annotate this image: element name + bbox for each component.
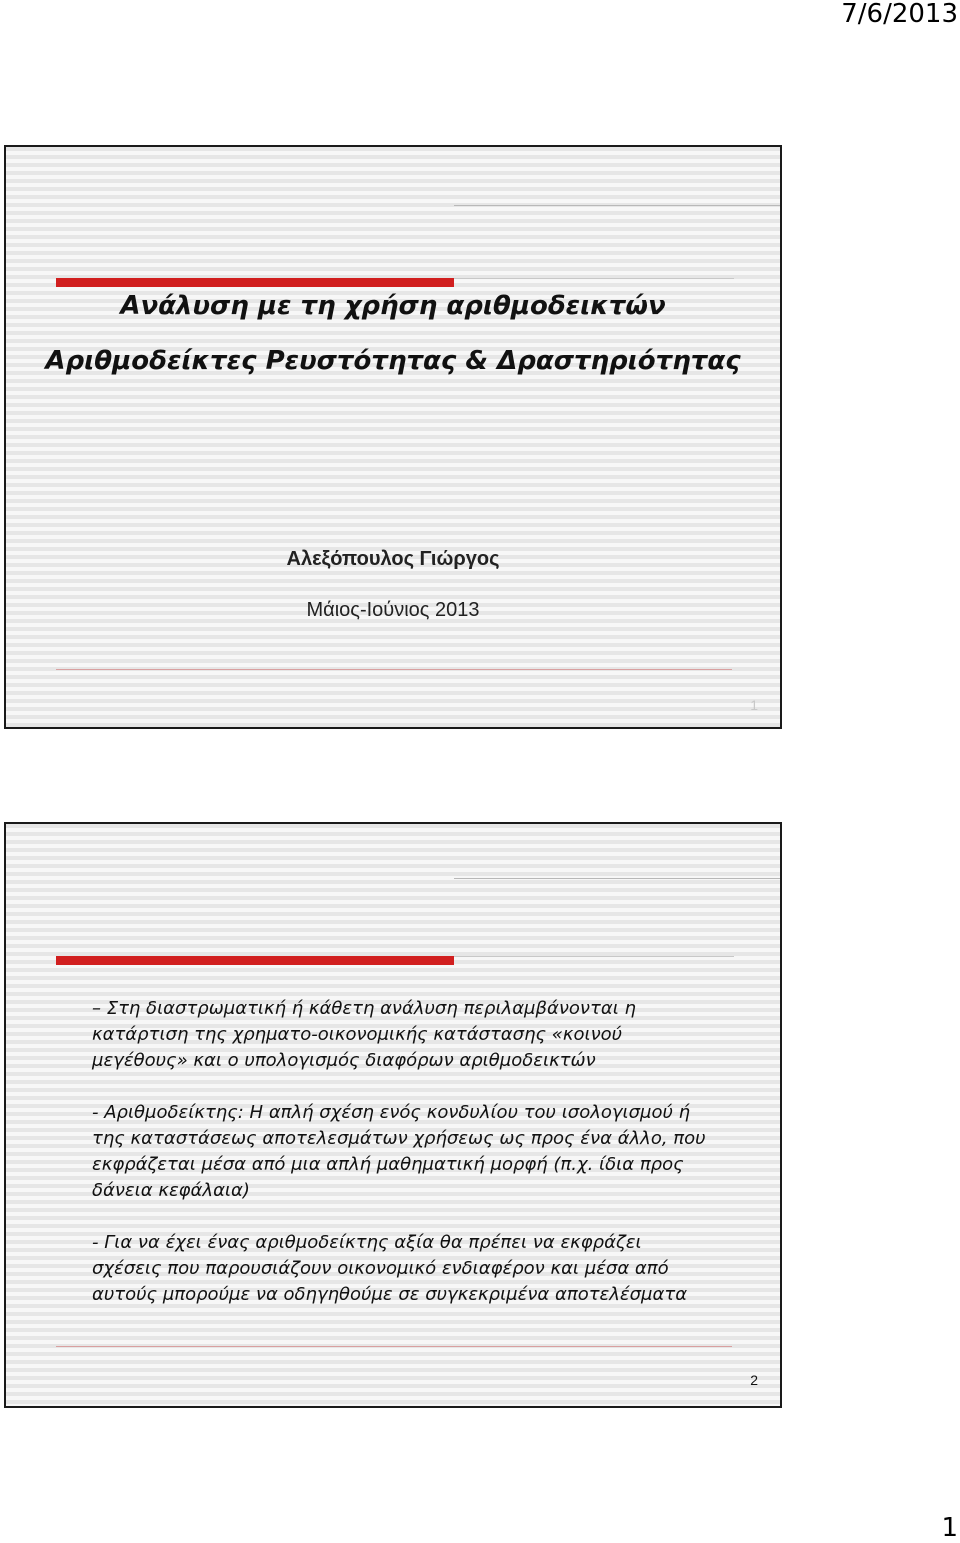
body-line: - Αριθμοδείκτης: Η απλή σχέση ενός κονδυλίου του ισολογισμού ή (92, 1102, 691, 1123)
body-line: της καταστάσεως αποτελεσμάτων χρήσεως ως προς ένα άλλο, που (92, 1128, 706, 1149)
slide-bottom-rule (56, 1346, 732, 1347)
slide-accent-bar (56, 956, 454, 965)
slide-accent-rule (454, 956, 734, 957)
page-date: 7/6/2013 (841, 0, 958, 29)
page-number: 1 (941, 1513, 958, 1543)
body-line: μεγέθους» και ο υπολογισμός διαφόρων αριθμοδεικτών (92, 1050, 596, 1071)
slide-title: Ανάλυση με τη χρήση αριθμοδεικτών (120, 291, 666, 321)
body-paragraph (92, 1100, 752, 1204)
slide-2 (4, 822, 782, 1408)
body-line: αυτούς μπορούμε να οδηγηθούμε σε συγκεκριμένα αποτελέσματα (92, 1284, 688, 1305)
slide-author: Αλεξόπουλος Γιώργος (286, 548, 500, 570)
slide-1 (4, 145, 782, 729)
body-line: δάνεια κεφάλαια) (92, 1180, 250, 1201)
body-line: σχέσεις που παρουσιάζουν οικονομικό ενδιαφέρον και μέσα από (92, 1258, 669, 1279)
body-line: εκφράζεται μέσα από μια απλή μαθηματική μορφή (π.χ. ίδια προς (92, 1154, 684, 1175)
slide-top-rule (454, 878, 780, 879)
slide-date: Μάιος-Ιούνιος 2013 (306, 599, 480, 621)
slide-subtitle: Αριθμοδείκτες Ρευστότητας & Δραστηριότητας (45, 346, 741, 376)
body-paragraph (92, 1230, 752, 1308)
slide-accent-bar (56, 278, 454, 287)
body-paragraph (92, 996, 752, 1074)
body-line: - Για να έχει ένας αριθμοδείκτης αξία θα πρέπει να εκφράζει (92, 1232, 642, 1253)
body-line: κατάρτιση της χρηματο-οικονομικής κατάστασης «κοινού (92, 1024, 623, 1045)
slide-body (92, 996, 752, 1308)
slide-top-rule (454, 205, 780, 206)
slide-number: 2 (750, 1372, 758, 1388)
slide-accent-rule (454, 278, 734, 279)
slide-number: 1 (750, 697, 758, 713)
body-line: – Στη διαστρωματική ή κάθετη ανάλυση περιλαμβάνονται η (92, 998, 636, 1019)
slide-bottom-rule (56, 669, 732, 670)
